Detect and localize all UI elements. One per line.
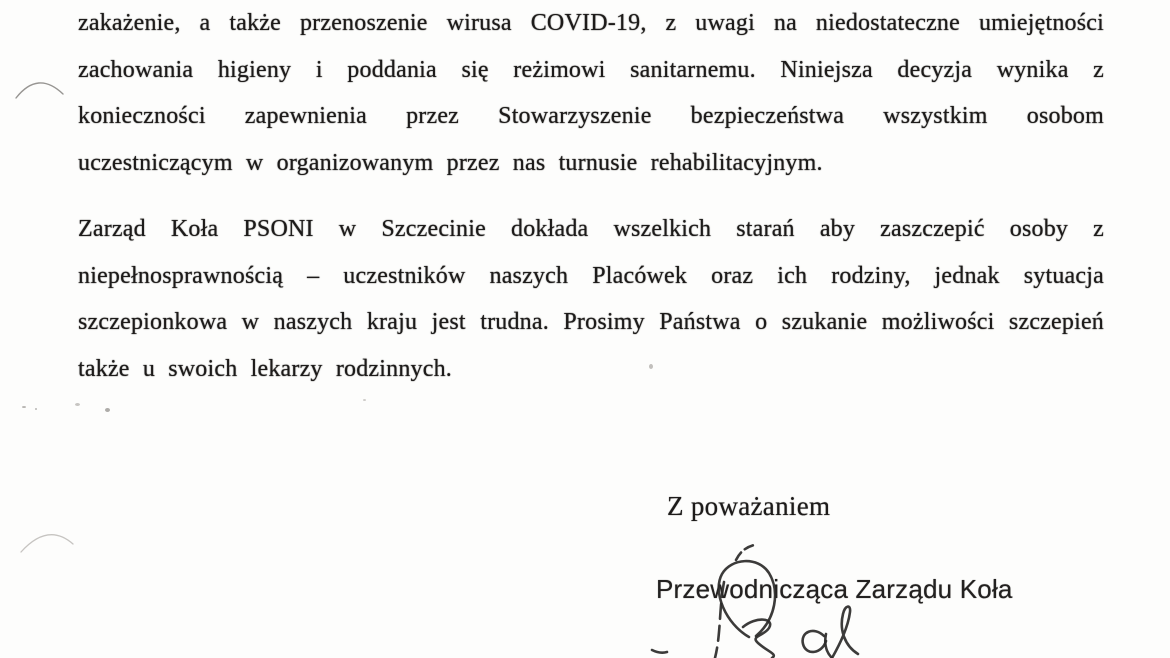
- body-line: uczestniczącym w organizowanym przez nas turnusie rehabilitacyjnym.: [78, 149, 823, 176]
- body-line: zachowania higieny i poddania się reżimowi sanitarnemu. Niniejsza decyzja wynika z: [78, 56, 1104, 83]
- body-line: niepełnosprawnością – uczestników naszych Placówek oraz ich rodziny, jednak sytuacja: [78, 262, 1104, 289]
- scan-noise-speckle: [75, 403, 80, 406]
- body-line: konieczności zapewnienia przez Stowarzyszenie bezpieczeństwa wszystkim osobom: [78, 103, 1104, 129]
- scan-artifact-arc: [18, 530, 76, 554]
- closing-salutation: Z poważaniem: [667, 491, 831, 521]
- body-line: także u swoich lekarzy rodzinnych.: [78, 355, 452, 382]
- body-line: szczepionkowa w naszych kraju jest trudna. Prosimy Państwa o szukanie możliwości szczepień: [78, 309, 1104, 335]
- body-line: zakażenie, a także przenoszenie wirusa COVID-19, z uwagi na niedostateczne umiejętności: [78, 10, 1104, 36]
- scan-noise-speckle: [22, 406, 26, 408]
- signer-title: Przewodnicząca Zarządu Koła: [656, 574, 1013, 604]
- scan-artifact-arc: [14, 78, 66, 100]
- scan-noise-speckle: [363, 399, 366, 401]
- body-paragraph-2: [78, 206, 1104, 392]
- signature-scribble: [628, 538, 928, 658]
- scan-noise-speckle: [35, 408, 37, 410]
- scan-noise-speckle: [105, 408, 110, 412]
- scan-noise-speckle: [649, 364, 653, 369]
- body-paragraph-1: [78, 0, 1104, 186]
- body-line: Zarząd Koła PSONI w Szczecinie dokłada wszelkich starań aby zaszczepić osoby z: [78, 216, 1104, 242]
